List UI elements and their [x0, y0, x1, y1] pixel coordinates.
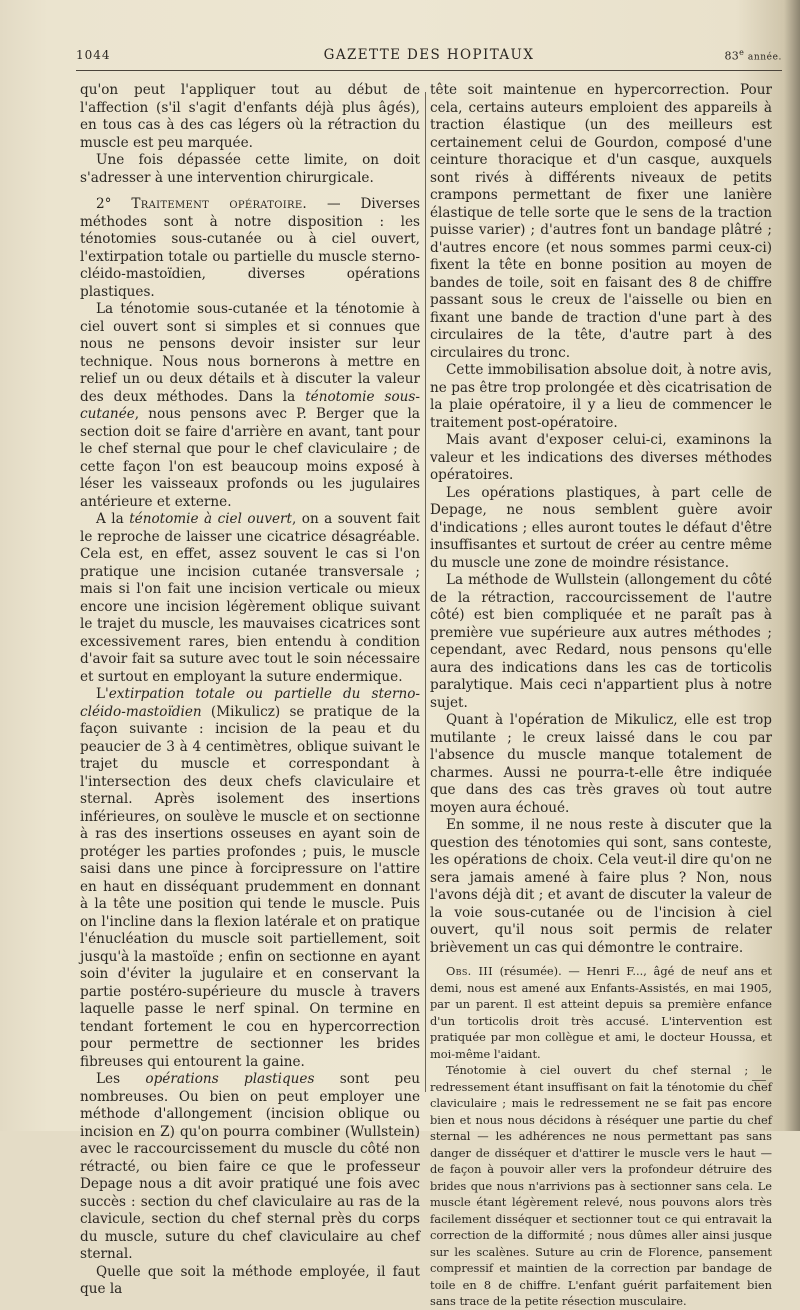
year-number: 83: [724, 49, 740, 63]
header-rule: [76, 70, 782, 71]
paragraph: La ténotomie sous-cutanée et la ténotomie à ciel ouvert sont si simples et si connues que nous ne pensons devoir insister sur leur technique. Nous nous bornerons à mettre en relief un ou deux détails et à discuter la valeur des deux méthodes. Dans la ténotomie sous-cutanée, nous pensons avec P. Berger que la section doit se faire d'arrière en avant, tant pour le chef sternal que pour le chef claviculaire ; de cette façon l'on est beaucoup moins exposé à léser les vaisseaux profonds ou les jugulaires antérieure et externe.: [80, 301, 420, 510]
paragraph: Cette immobilisation absolue doit, à notre avis, ne pas être trop prolongée et dès cicatrisation de la plaie opératoire, il y a lieu de commencer le traitement post-opératoire.: [430, 362, 772, 431]
page-header: [76, 46, 782, 66]
end-rule: [752, 1080, 766, 1081]
emphasis: opérations plastiques: [145, 1071, 315, 1087]
paragraph: L'extirpation totale ou partielle du sterno-cléido-mastoïdien (Mikulicz) se pratique de la façon suivante : incision de la peau et du peaucier de 3 à 4 centimètres, oblique suivant le trajet du muscle et correspondant à l'intersection des deux chefs claviculaire et sternal. Après isolement des insertions inférieures, on soulève le muscle et on sectionne à ras des insertions osseuses en ayant soin de protéger les parties profondes ; puis, le muscle saisi dans une pince à forcipressure on l'attire en haut en disséquant prudemment en donnant à la tête une position qui tende le muscle. Puis on l'incline dans la flexion latérale et on pratique l'énucléation du muscle soit partiellement, soit jusqu'à la mastoïde ; enfin on sectionne en ayant soin d'éviter la jugulaire et en conservant la partie postéro-supérieure du muscle à travers laquelle passe le nerf spinal. On termine en tendant fortement le cou en hypercorrection pour permettre de sectionner les brides fibreuses qui entourent la gaine.: [80, 686, 420, 1070]
paragraph: Les opérations plastiques, à part celle de Depage, ne nous semblent guère avoir d'indications ; elles auront toutes le défaut d'être insuffisantes et surtout de créer au centre même du muscle une zone de moindre résistance.: [430, 484, 772, 571]
year-superscript: e: [739, 48, 745, 57]
paragraph: La méthode de Wullstein (allongement du côté de la rétraction, raccourcissement de l'autre côté) est bien compliquée et ne paraît pas à première vue supérieure aux autres méthodes ; cependant, avec Redard, nous pensons qu'elle aura des indications dans les cas de torticolis paralytique. Mais ceci n'appartient plus à notre sujet.: [430, 572, 772, 711]
observation-paragraph: Obs. III (résumée). — Henri F..., âgé de neuf ans et demi, nous est amené aux Enfants-Assistés, en mai 1905, par un parent. Il est atteint depuis sa première enfance d'un torticolis droit très accusé. L'intervention est pratiquée par mon collègue et ami, le docteur Houssa, et moi-même l'aidant.: [430, 964, 773, 1061]
left-column: [80, 82, 420, 1299]
year-word: année.: [747, 52, 782, 63]
observation-block: [430, 963, 772, 1310]
paragraph: Les opérations plastiques sont peu nombreuses. Ou bien on peut employer une méthode d'allongement (incision oblique ou incision en Z) qu'on pourra combiner (Wullstein) avec le raccourcissement du muscle du côté non rétracté, ou bien faire ce que le professeur Depage nous a dit avoir pratiqué une fois avec succès : section du chef claviculaire au ras de la clavicule, section du chef sternal près du corps du muscle, suture du chef claviculaire au chef sternal.: [80, 1071, 421, 1262]
emphasis: extirpation totale ou partielle du sterno-cléido-mastoïdien: [80, 686, 420, 720]
paragraph: Mais avant d'exposer celui-ci, examinons la valeur et les indications des diverses méthodes opératoires.: [430, 432, 772, 483]
paragraph: Quelle que soit la méthode employée, il faut que la: [80, 1263, 420, 1297]
paragraph: qu'on peut l'appliquer tout au début de l'affection (s'il s'agit d'enfants déjà plus âgés), en tous cas à des cas légers où la rétraction du muscle est peu marquée.: [80, 82, 420, 151]
right-column: [430, 82, 772, 1310]
observation-heading: Obs. III: [446, 964, 493, 978]
column-divider: [425, 92, 426, 1092]
observation-paragraph: Ténotomie à ciel ouvert du chef sternal ; le redressement étant insuffisant on fait la ténotomie du chef claviculaire ; mais le redressement ne se fait pas encore bien et nous nous décidons à réséquer une partie du chef sternal — les adhérences ne nous permettant pas sans danger de disséquer et d'attirer le muscle vers le haut — de façon à pouvoir aller vers la profondeur détruire des brides que nous n'arrivions pas à sectionner sans cela. Le muscle étant légèrement relevé, nous pouvons alors très facilement disséquer et sectionner tout ce qui entravait la correction de la difformité ; nous dûmes aller ainsi jusque sur les scalènes. Suture au crin de Florence, pansement compressif et maintien de la correction par bandage de toile en 8 de chiffre. L'enfant guérit parfaitement bien sans trace de la petite résection musculaire.: [430, 1063, 772, 1308]
paragraph: tête soit maintenue en hypercorrection. Pour cela, certains auteurs emploient des appareils à traction élastique (un des meilleurs est certainement celui de Gourdon, composé d'une ceinture thoracique et d'un casque, auxquels sont rivés à différents niveaux de petits crampons permettant de fixer une lanière élastique de telle sorte que le sens de la traction puisse varier) ; d'autres font un bandage plâtré ; d'autres encore (et nous sommes parmi ceux-ci) fixent la tête en bonne position au moyen de bandes de toile, soit en faisant des 8 de chiffre passant sous le creux de l'aisselle ou bien en fixant une bande de traction d'une part à des circulaires de la tête, d'autre part à des circulaires du tronc.: [430, 82, 772, 361]
section-number: 2°: [96, 196, 112, 212]
section-heading: Traitement opératoire.: [131, 196, 308, 212]
paragraph: Une fois dépassée cette limite, on doit s'adresser à une intervention chirurgicale.: [80, 152, 420, 186]
section-paragraph: 2° Traitement opératoire. — Diverses méthodes sont à notre disposition : les ténotomies sous-cutanée ou à ciel ouvert, l'extirpation totale ou partielle du muscle sterno-cléido-mastoïdien, diverses opérations plastiques.: [80, 196, 420, 300]
emphasis: ténotomie sous-cutanée: [80, 388, 420, 422]
paragraph: Quant à l'opération de Mikulicz, elle est trop mutilante ; le creux laissé dans le cou par l'absence du muscle manque totalement de charmes. Aussi ne pourra-t-elle être indiquée que dans des cas très graves où tout autre moyen aura échoué.: [430, 712, 772, 816]
page-number: 1044: [76, 48, 111, 62]
year-label: [724, 48, 782, 63]
emphasis: ténotomie à ciel ouvert: [129, 511, 293, 527]
paragraph: En somme, il ne nous reste à discuter que la question des ténotomies qui sont, sans conteste, les opérations de choix. Cela veut-il dire qu'on ne sera jamais amené à faire plus ? Non, nous l'avons déjà dit ; et avant de discuter la valeur de la voie sous-cutanée ou de l'incision à ciel ouvert, qu'il nous soit permis de relater brièvement un cas qui démontre le contraire.: [430, 817, 772, 956]
paragraph: A la ténotomie à ciel ouvert, on a souvent fait le reproche de laisser une cicatrice désagréable. Cela est, en effet, assez souvent le cas si l'on pratique une incision cutanée transversale ; mais si l'on fait une incision verticale ou mieux encore une incision légèrement oblique suivant le trajet du muscle, les mauvaises cicatrices sont excessivement rares, bien entendu à condition d'avoir fait sa suture avec tout le soin nécessaire et surtout en employant la suture endermique.: [80, 511, 421, 685]
journal-title: GAZETTE DES HOPITAUX: [323, 47, 535, 63]
